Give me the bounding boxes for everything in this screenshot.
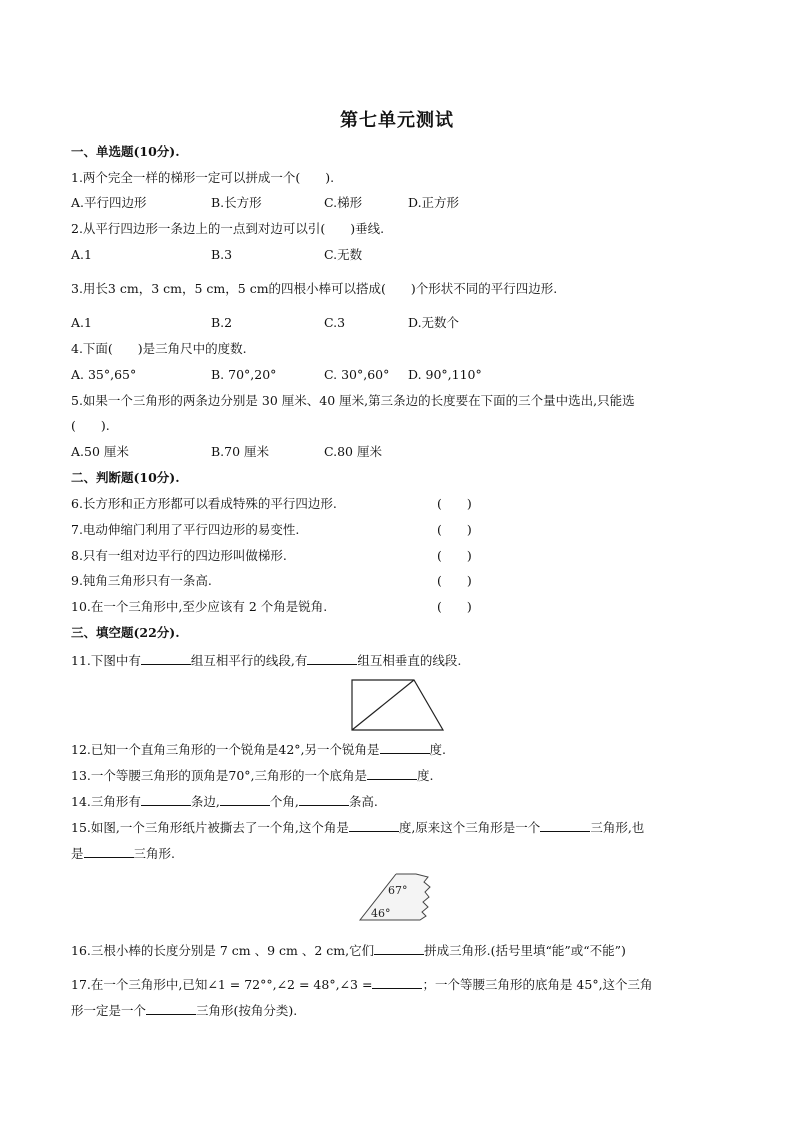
question-13 (71, 767, 434, 784)
q4-option-a: A. 35°,65° (71, 367, 137, 382)
judge-item-8: 8.只有一组对边平行的四边形叫做梯形. (71, 548, 287, 563)
q3-option-d: D.无数个 (408, 315, 460, 330)
q1-option-a: A.平行四边形 (71, 195, 147, 210)
question-14 (71, 793, 378, 810)
q14-text-1: 14.三角形有 (71, 794, 141, 809)
q16-blank[interactable] (374, 942, 424, 955)
q15-blank-3[interactable] (84, 845, 134, 858)
q16-text-1: 16.三根小棒的长度分别是 7 cm 、9 cm 、2 cm,它们 (71, 943, 375, 958)
q13-text-1: 13.一个等腰三角形的顶角是70°,三角形的一个底角是 (71, 768, 368, 783)
q17-text-3: 形一定是一个 (71, 1003, 147, 1018)
q15-blank-1[interactable] (349, 819, 399, 832)
q14-text-2: 条边, (190, 794, 220, 809)
q15-text-3: 三角形,也 (590, 820, 645, 835)
q16-text-2: 拼成三角形.(括号里填“能”或“不能”) (424, 943, 626, 958)
q3-option-b: B.2 (211, 315, 233, 330)
q17-blank-1[interactable] (372, 976, 422, 989)
judge-item-10: 10.在一个三角形中,至少应该有 2 个角是锐角. (71, 599, 328, 614)
q12-text-1: 12.已知一个直角三角形的一个锐角是42°,另一个锐角是 (71, 742, 380, 757)
q5-option-a: A.50 厘米 (71, 444, 129, 459)
q14-blank-3[interactable] (299, 793, 349, 806)
q17-blank-2[interactable] (146, 1002, 196, 1015)
q1-option-c: C.梯形 (324, 195, 363, 210)
angle-label-bottom: 46° (371, 907, 391, 920)
question-15-line-2 (71, 845, 175, 862)
question-16 (71, 942, 626, 959)
question-3-stem: 3.用长3 cm，3 cm，5 cm，5 cm的四根小棒可以搭成( )个形状不同的平行四边形. (71, 281, 558, 296)
question-5-stem-cont: ( ). (71, 418, 110, 433)
question-2-stem: 2.从平行四边形一条边上的一点到对边可以引( )垂线. (71, 221, 385, 236)
q2-option-a: A.1 (71, 247, 92, 262)
judge-item-9: 9.钝角三角形只有一条高. (71, 573, 212, 588)
page-title: 第七单元测试 (340, 110, 454, 131)
question-12 (71, 741, 446, 758)
q5-option-b: B.70 厘米 (211, 444, 270, 459)
question-15-line-1 (71, 819, 644, 836)
q15-text-2: 度,原来这个三角形是一个 (398, 820, 541, 835)
q15-text-4: 是 (71, 846, 84, 861)
judge-answer-7[interactable]: ( ) (437, 522, 472, 537)
q17-text-4: 三角形(按角分类). (196, 1003, 298, 1018)
judge-item-7: 7.电动伸缩门利用了平行四边形的易变性. (71, 522, 300, 537)
q14-text-3: 个角, (269, 794, 299, 809)
q12-blank[interactable] (380, 741, 430, 754)
section-heading-fill: 三、填空题(22分). (71, 625, 180, 640)
q4-option-b: B. 70°,20° (211, 367, 277, 382)
torn-triangle-figure (358, 870, 436, 924)
question-4-stem: 4.下面( )是三角尺中的度数. (71, 341, 247, 356)
q17-text-2: ；一个等腰三角形的底角是 45°,这个三角 (422, 977, 653, 992)
q11-text-1: 11.下图中有 (71, 653, 141, 668)
q17-text-1: 17.在一个三角形中,已知∠1 = 72°°,∠2 = 48°,∠3 = (71, 977, 373, 992)
q14-blank-1[interactable] (141, 793, 191, 806)
question-1-stem: 1.两个完全一样的梯形一定可以拼成一个( ). (71, 170, 335, 185)
q11-text-3: 组互相垂直的线段. (357, 653, 462, 668)
judge-answer-9[interactable]: ( ) (437, 573, 472, 588)
judge-answer-6[interactable]: ( ) (437, 496, 472, 511)
q15-text-5: 三角形. (133, 846, 175, 861)
judge-answer-8[interactable]: ( ) (437, 548, 472, 563)
section-heading-judge: 二、判断题(10分). (71, 470, 180, 485)
q4-option-c: C. 30°,60° (324, 367, 390, 382)
judge-answer-10[interactable]: ( ) (437, 599, 472, 614)
q1-option-b: B.长方形 (211, 195, 262, 210)
q12-text-2: 度. (429, 742, 446, 757)
q14-text-4: 条高. (348, 794, 378, 809)
q2-option-c: C.无数 (324, 247, 363, 262)
q15-blank-2[interactable] (540, 819, 590, 832)
question-17-line-2 (71, 1002, 297, 1019)
judge-item-6: 6.长方形和正方形都可以看成特殊的平行四边形. (71, 496, 337, 511)
q11-blank-1[interactable] (141, 652, 191, 665)
question-11 (71, 652, 461, 669)
trapezoid-figure (350, 678, 446, 733)
q13-text-2: 度. (417, 768, 434, 783)
q14-blank-2[interactable] (220, 793, 270, 806)
section-heading-choice: 一、单选题(10分). (71, 144, 180, 159)
q15-text-1: 15.如图,一个三角形纸片被撕去了一个角,这个角是 (71, 820, 349, 835)
q3-option-a: A.1 (71, 315, 92, 330)
q3-option-c: C.3 (324, 315, 346, 330)
q5-option-c: C.80 厘米 (324, 444, 382, 459)
q1-option-d: D.正方形 (408, 195, 460, 210)
q11-text-2: 组互相平行的线段,有 (190, 653, 308, 668)
q2-option-b: B.3 (211, 247, 233, 262)
angle-label-top: 67° (388, 884, 408, 897)
q13-blank[interactable] (367, 767, 417, 780)
q11-blank-2[interactable] (307, 652, 357, 665)
question-5-stem: 5.如果一个三角形的两条边分别是 30 厘米、40 厘米,第三条边的长度要在下面的三个量中选出,只能选 (71, 393, 635, 408)
question-17-line-1 (71, 976, 653, 993)
q4-option-d: D. 90°,110° (408, 367, 482, 382)
